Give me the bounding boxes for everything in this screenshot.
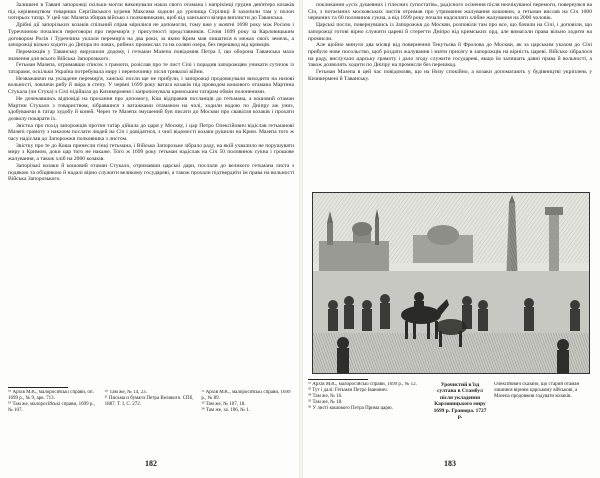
footnote: ²³ Там же, № 107, 18. (201, 402, 246, 407)
ground-hatching (313, 333, 590, 374)
engraving-svg (313, 193, 590, 374)
left-page (4, 2, 298, 476)
left-body-text (8, 2, 294, 384)
paragraph: Переможців у Таванську вирушили додому, і гетьман Мазепа повідомив Петра І, що оборона Таванська мала значення для всього Війська Запорозького. (8, 48, 294, 62)
footnote-column (105, 390, 198, 450)
paragraph: Не дочекавшись відповіді на прохання про допомогу, Кіш відправив посланців до гетьмана, а кошовий отаман Мартин Стукало з товариством, зібравшися з ватажками отаманом на чолі, ходили водою по Дніпру аж униз, здобуваючи в татар худобу й коней. Через те Мазепа змушений був писати до Москви про свавілля козаків і прохати дозволу покарати їх. (8, 95, 294, 122)
paragraph: Дрібні дії запорізьких козаків спільний справ мірилися не допомогли, тому вже у жовтні 1698 року між Росією і Туреччиною почалися переговори про перемир'я у присутності представників. Січня 1699 року за Карловицьким договором Росія і Туреччина уклали перемир'я на два роки, за яким Крим мав лишатися в межах своїх земель, а запорожці вільно ходити до Дніпра по ловах, рибних промислах та на соляні озера, без перешкод від кримців. (8, 22, 294, 49)
left-footnotes (8, 390, 294, 450)
footnote: ¹⁹ Там же, малоросійські справи, 1699 р., № 107. (8, 402, 95, 413)
right-body-text (308, 2, 592, 186)
footnote: ³² Архів МЗС, малоросійські справи, 1699 р., № 12. (308, 382, 417, 387)
paragraph: Звістка про похід запорожців протин татар дійшла до царя у Москву, і цар Петро Олексійович відіслав гетьманові Мазепі грамоту з наказом послати людей на Січ і довідатися, з чиєї відомості козаки рушили на Крим. Мазепа того ж часу надіслав до Запорожжя полковника з листом. (8, 122, 294, 143)
page-number: 183 (444, 459, 456, 468)
footnote-column (494, 382, 590, 452)
paragraph: Але щойно минуло два місяці від повернення Текутьєва й Фролова до Москви, як за царським указом до Січі прибуло нове посольство, щоб роздати жалування і взяти присягу в запорожців на вірність цареві. Військо зібралося на раду, вислухало царську грамоту і дало згоду служити государеві, якщо їм залишать давні права й вольності, а також дозволять ходити по Дніпру на промисли без перешкод. (308, 42, 592, 69)
footnote: ²⁰ Там же, № 14, 23. (104, 390, 147, 395)
paragraph: Гетьман Мазепа, отримавши список з грамоти, розіслав про те лист Січі і порадив запорожцям уникати сутичок із татарами, оскільки Україна потребувала миру і перепочинку після тривалої війни. (8, 62, 294, 76)
caption-space (430, 382, 490, 452)
footnote: ³³ Тут і далі: Гетьман Петро Іванович. (308, 388, 388, 393)
book-gutter (299, 0, 303, 478)
footnote: ²¹ Письма и бумаги Петра Великого. СПб, 1887. Т. I, С. 272. (104, 396, 194, 407)
paragraph: Залишені в Тавані запорожці скільки могли виконували наказ свого отамана і напрікінці грудня дев'ятеро козаків під керівництвом товариша Сергіївського куреня Максима ходили до урочища Стрілиці й захопили там у полон чотирьох татар. У цей час Мазепа збирав військо з полковниками, щоб від ханського візира виплисти до Таванська. (8, 2, 294, 22)
footnote: ²² Архів МЗС, малоросійські справи, 1699 р., № 89. (201, 390, 291, 401)
right-footnotes (308, 382, 592, 452)
footnote-rule (8, 387, 68, 388)
footnote: ³⁵ Там же, № 18. (308, 400, 343, 405)
footnote-column (308, 382, 426, 452)
footnote-column (8, 390, 101, 450)
paragraph: Запорізькі козаки й кошовий отаман Стукало, отримавши царські дари, послали до великого гетьмана листа з подякою та обіцянкою й надалі вірно служити великому государеві, а також прохали підтвердити їм права на вольності Війська Запорозького. (8, 162, 294, 183)
paragraph: покликання «усіх душевних і тілесних супостатів», радісного осінення після неочікуваної перемоги, повернувся на Січ, з потаємних московських листів отримав про утримання жалування кошовим, а гетьман вислав на Січ 1000 червоних та 60 половинок сукна, а від 1699 року почали надсилати хлібне жалування на 2000 чоловік. (308, 2, 592, 22)
footnote: ²⁴ Там же, за. 106, № 1. (201, 408, 250, 413)
paragraph: Незважаючи на укладене перемир'я, ханські посли ще не прибули, і запорожці продовжували виходити на низові вольності, ловлячи рибу й звіра в степу. У червні 1699 року ватага козаків під проводом кошового отамана Мартина Стукала (чи Стука) з Січі підійшла до Кизикерменя і запропонувала кримським татарам обмін полоненими. (8, 75, 294, 96)
footnote: Олексійович сказано, що старий отаман лишився вірним царському військові, а Мазепа продовжив годувати козаків. (494, 382, 580, 399)
right-page (304, 2, 596, 476)
illustration-caption: Урочистий в'їзд султана в Стамбул після укладення Карловицького миру 1699 р. Гравюра. 1727 р. (433, 382, 487, 421)
footnote: ³⁶ У листі кошового Петра Прима царю. (308, 406, 393, 411)
footnote-rule (308, 379, 368, 380)
paragraph: Звістку про те до Коша принесли гінці гетьмана, і Військо Запорозьке зібрало раду, на якій ухвалило не порушувати миру з Кримом, доки цар того не накаже. Того ж 1699 року гетьман надіслав на Січ 50 половинок сукна і грошове жалування, а також хліб на 2000 козаків. (8, 142, 294, 163)
footnote: ¹⁸ Архів МЗС, малоросійські справи, оп. 1699 р., № 9, арк. 713. (8, 390, 94, 401)
paragraph: Царські посли, повернувшись із Запорожжя до Москви, розповіли там про все, що бачили на Січі, і доповіли, що запорожці готові вірно служити цареві й стерегти Дніпро від кримських орд, але вимагали права вільно ходити на промисли. (308, 22, 592, 42)
footnote-column (201, 390, 294, 450)
paragraph: Гетьман Мазепа в цей час повідомляв, що на Низу спокійно, а козаки допомагають у будівництві укріплень у Кизикермені й Таванську. (308, 69, 592, 82)
footnote: ³⁴ Там же, № 16. (308, 394, 343, 399)
engraving-illustration (312, 192, 590, 374)
page-number: 182 (145, 459, 157, 468)
